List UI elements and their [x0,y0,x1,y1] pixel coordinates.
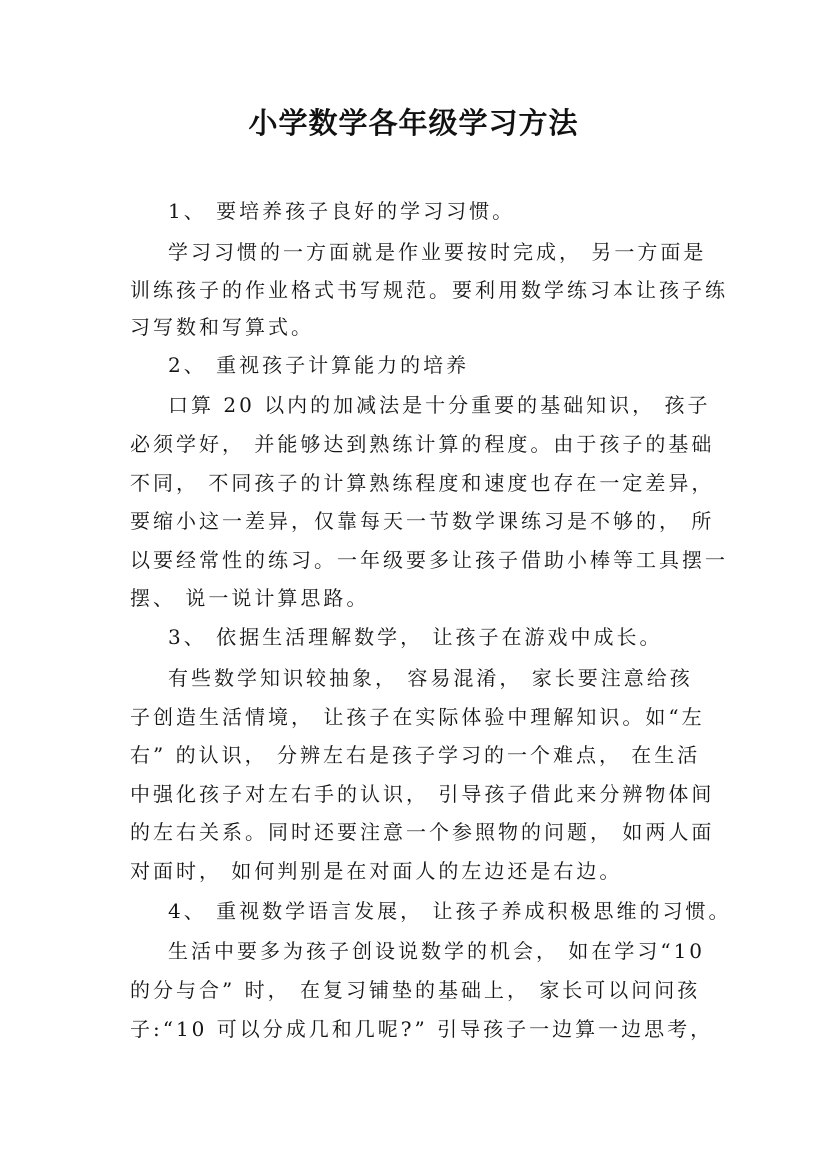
paragraph-line: 口算 20 以内的加减法是十分重要的基础知识， 孩子 [168,393,711,417]
paragraph-line: 的左右关系。同时还要注意一个参照物的问题， 如两人面 [130,820,715,844]
heading-3: 3、 依据生活理解数学， 让孩子在游戏中成长。 [168,625,663,649]
paragraph-line: 习写数和写算式。 [130,315,314,339]
paragraph-line: 子创造生活情境， 让孩子在实际体验中理解知识。如“左 [130,705,705,729]
paragraph-line: 生活中要多为孩子创设说数学的机会， 如在学习“10 [168,939,706,963]
paragraph-line: 对面时， 如何判别是在对面人的左边还是右边。 [130,859,623,883]
paragraph-line: 摆、 说一说计算思路。 [130,586,370,610]
heading-1: 1、 要培养孩子良好的学习习惯。 [168,199,516,223]
paragraph-line: 必须学好， 并能够达到熟练计算的程度。由于孩子的基础 [130,432,715,456]
paragraph-line: 有些数学知识较抽象， 容易混淆， 家长要注意给孩 [168,666,693,690]
paragraph-line: 子:“10 可以分成几和几呢?” 引导孩子一边算一边思考， [130,1017,714,1041]
paragraph-line: 学习习惯的一方面就是作业要按时完成， 另一方面是 [168,240,707,264]
paragraph-line: 中强化孩子对左右手的认识， 引导孩子借此来分辨物体间 [130,782,715,806]
paragraph-line: 训练孩子的作业格式书写规范。要利用数学练习本让孩子练 [130,278,728,302]
paragraph-line: 不同， 不同孩子的计算熟练程度和速度也存在一定差异， [130,471,715,495]
heading-4: 4、 重视数学语言发展， 让孩子养成积极思维的习惯。 [168,899,732,923]
document-title: 小学数学各年级学习方法 [248,106,579,140]
heading-2: 2、 重视孩子计算能力的培养 [168,353,470,377]
paragraph-line: 以要经常性的练习。一年级要多让孩子借助小棒等工具摆一 [130,548,728,572]
paragraph-line: 要缩小这一差异，仅靠每天一节数学课练习是不够的， 所 [130,509,715,533]
paragraph-line: 右” 的认识， 分辨左右是孩子学习的一个难点， 在生活 [130,743,701,767]
paragraph-line: 的分与合” 时， 在复习铺垫的基础上， 家长可以问问孩 [130,978,701,1002]
